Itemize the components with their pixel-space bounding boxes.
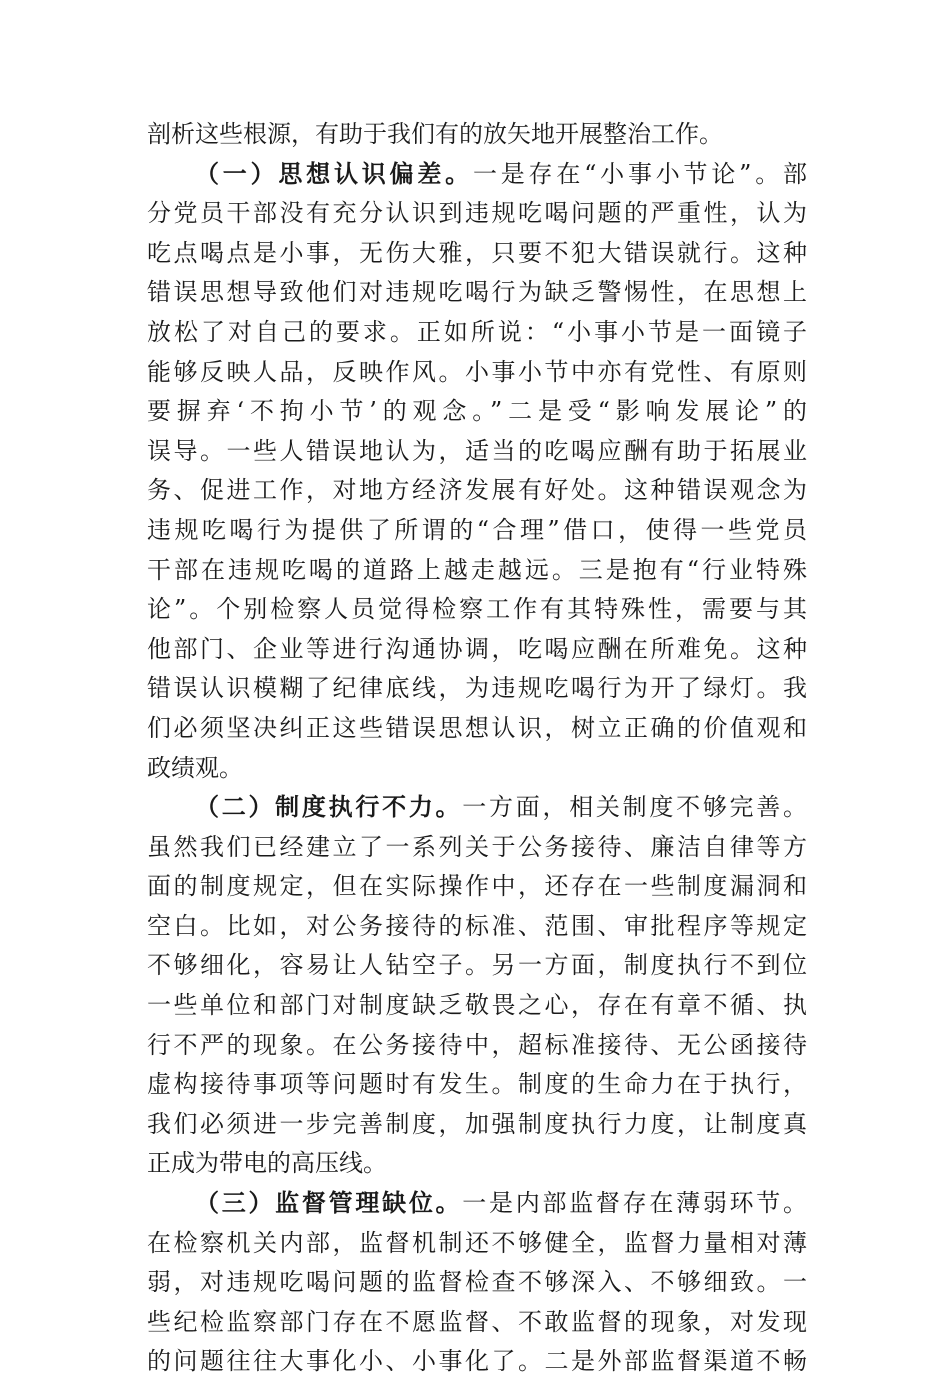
section-3-first-line [147,1184,807,1224]
paragraph-line: 能够反映人品，反映作风。小事小节中亦有党性、有原则 [147,357,807,386]
section-2-first-line [147,788,807,828]
paragraph-line: 放松了对自己的要求。正如所说：“小事小节是一面镜子 [147,317,807,346]
paragraph-line: 错误认识模糊了纪律底线，为违规吃喝行为开了绿灯。我 [147,674,807,703]
section-3-heading: （三）监督管理缺位。 [195,1189,463,1218]
section-1-first-line [147,155,807,195]
paragraph-line: 错误思想导致他们对违规吃喝行为缺乏警惕性，在思想上 [147,278,807,307]
document-page [147,115,807,1382]
paragraph-line: 违规吃喝行为提供了所谓的“合理”借口，使得一些党员 [147,515,807,544]
paragraph-line: 弱，对违规吃喝问题的监督检查不够深入、不够细致。一 [147,1268,807,1297]
paragraph-line: 正成为带电的高压线。 [147,1149,387,1178]
paragraph-line: 务、促进工作，对地方经济发展有好处。这种错误观念为 [147,476,807,505]
paragraph-line: 的问题往往大事化小、小事化了。二是外部监督渠道不畅 [147,1347,807,1376]
paragraph-line: 些纪检监察部门存在不愿监督、不敢监督的现象，对发现 [147,1307,807,1336]
paragraph-line: 一些单位和部门对制度缺乏敬畏之心，存在有章不循、执 [147,991,807,1020]
paragraph-line: 空白。比如，对公务接待的标准、范围、审批程序等规定 [147,911,807,940]
paragraph-line: 误导。一些人错误地认为，适当的吃喝应酬有助于拓展业 [147,436,807,465]
paragraph-line: 们必须坚决纠正这些错误思想认识，树立正确的价值观和 [147,713,807,742]
paragraph-line: 在检察机关内部，监督机制还不够健全，监督力量相对薄 [147,1228,807,1257]
section-1-text: 一是存在“小事小节论”。部 [472,159,807,188]
section-3-text: 一是内部监督存在薄弱环节。 [462,1189,807,1218]
paragraph-line: 虚构接待事项等问题时有发生。制度的生命力在于执行， [147,1070,807,1099]
section-2-heading: （二）制度执行不力。 [195,793,463,822]
paragraph-line: 面的制度规定，但在实际操作中，还存在一些制度漏洞和 [147,872,807,901]
paragraph-line: 干部在违规吃喝的道路上越走越远。三是抱有“行业特殊 [147,555,807,584]
paragraph-line: 分党员干部没有充分认识到违规吃喝问题的严重性，认为 [147,199,807,228]
section-2-text: 一方面，相关制度不够完善。 [462,793,807,822]
paragraph-line: 我们必须进一步完善制度，加强制度执行力度，让制度真 [147,1109,807,1138]
paragraph-line: 政绩观。 [147,753,243,782]
paragraph-line: 要摒弃‘不拘小节’的观念。”二是受“影响发展论”的 [147,397,807,426]
paragraph-line: 不够细化，容易让人钻空子。另一方面，制度执行不到位 [147,951,807,980]
paragraph-line: 他部门、企业等进行沟通协调，吃喝应酬在所难免。这种 [147,634,807,663]
paragraph-line: 行不严的现象。在公务接待中，超标准接待、无公函接待 [147,1030,807,1059]
section-1-heading: （一）思想认识偏差。 [195,159,473,188]
intro-line: 剖析这些根源，有助于我们有的放矢地开展整治工作。 [147,120,723,148]
paragraph-line: 虽然我们已经建立了一系列关于公务接待、廉洁自律等方 [147,832,807,861]
paragraph-line: 论”。个别检察人员觉得检察工作有其特殊性，需要与其 [147,595,807,624]
paragraph-line: 吃点喝点是小事，无伤大雅，只要不犯大错误就行。这种 [147,238,807,267]
